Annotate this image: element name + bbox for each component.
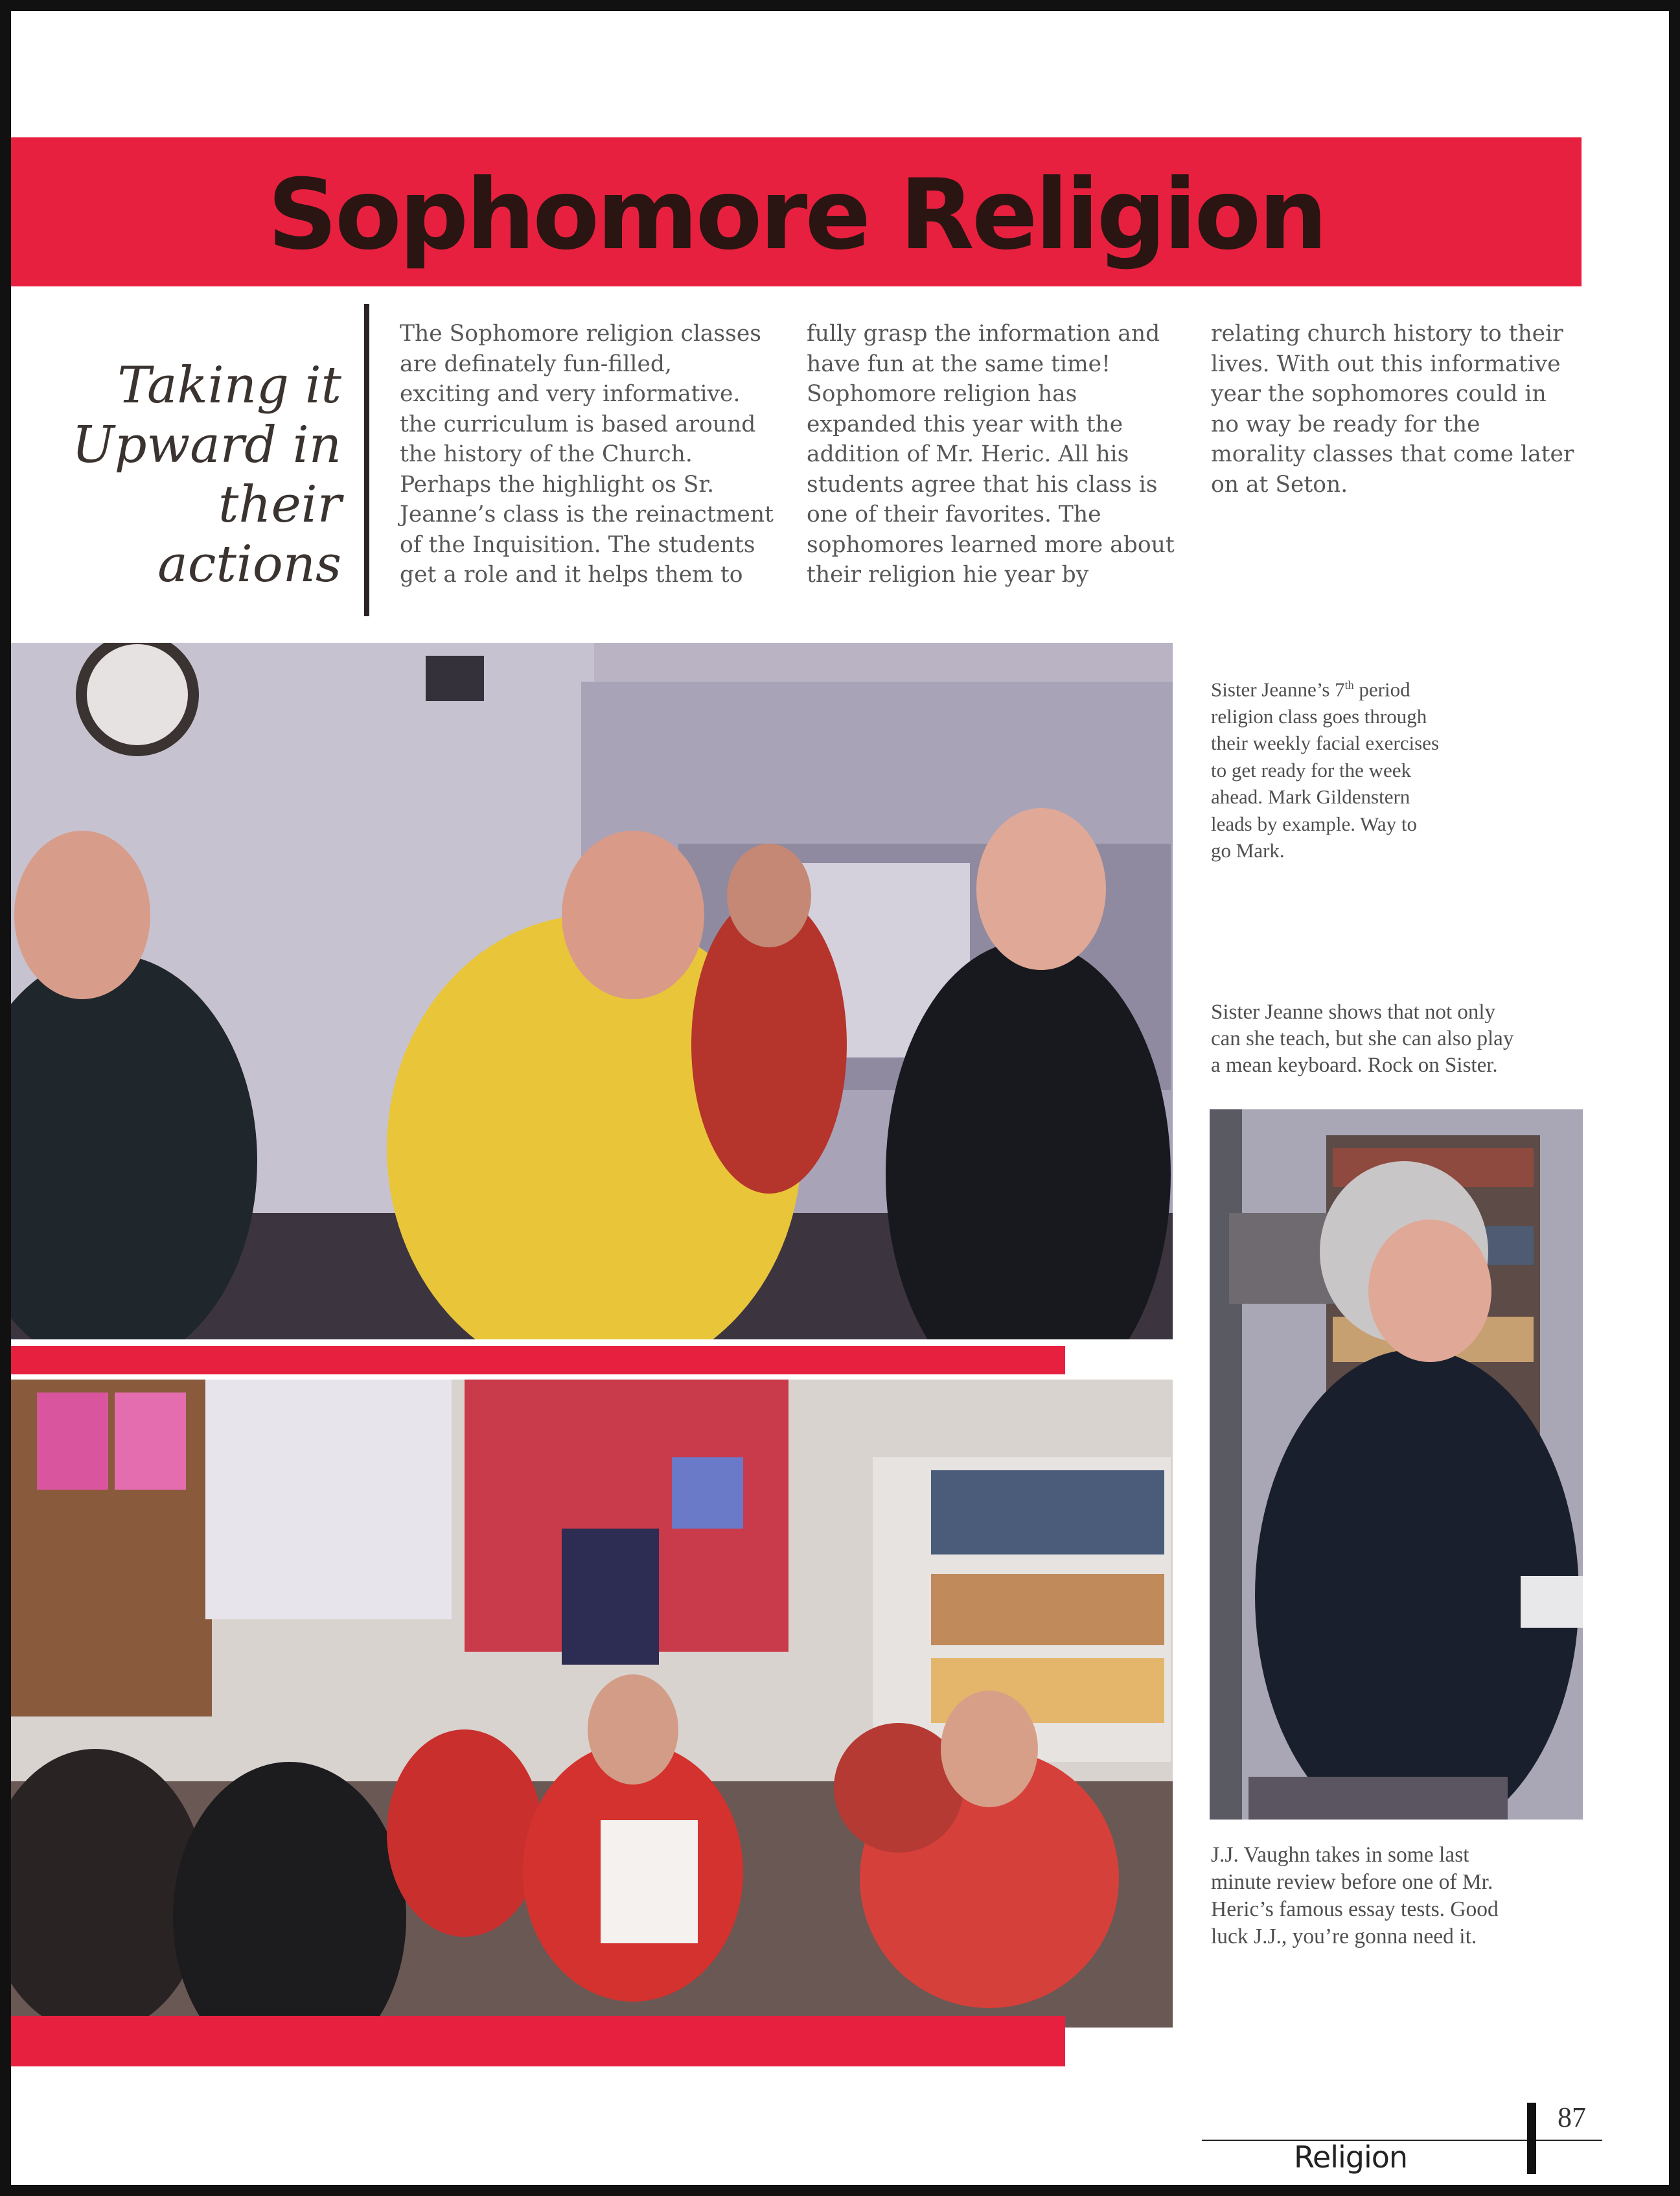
caption-line: Heric’s famous essay tests. Good xyxy=(1211,1897,1499,1921)
tagline-line: their actions xyxy=(157,476,341,594)
caption-text: Sister Jeanne’s 7 xyxy=(1211,678,1345,701)
article-line: sophomores learned more about xyxy=(807,531,1175,558)
article-line: have fun at the same time! xyxy=(807,351,1110,377)
article-line: morality classes that come later xyxy=(1211,441,1574,467)
caption-classroom-review xyxy=(1211,1842,1574,1950)
article-line: the history of the Church. xyxy=(400,441,693,467)
article-line: of the Inquisition. The students xyxy=(400,531,755,558)
caption-line: religion class goes through xyxy=(1211,704,1427,728)
tagline-line: Upward in xyxy=(71,416,341,474)
page-number: 87 xyxy=(1558,2101,1586,2133)
article-line: relating church history to their xyxy=(1211,321,1563,347)
caption-line: Sister Jeanne shows that not only xyxy=(1211,1000,1496,1024)
caption-line: can she teach, but she can also play xyxy=(1211,1027,1514,1050)
article-line: one of their favorites. The xyxy=(807,502,1101,527)
caption-line: a mean keyboard. Rock on Sister. xyxy=(1211,1054,1498,1077)
article-line: no way be ready for the xyxy=(1211,411,1480,437)
article-column-1 xyxy=(400,319,788,590)
caption-facial-exercises xyxy=(1211,672,1535,864)
footer-section-label: Religion xyxy=(1294,2140,1408,2175)
photo-classroom-review xyxy=(11,1380,1173,2028)
red-divider-bar xyxy=(11,1346,1065,1374)
article-column-3 xyxy=(1211,319,1600,500)
article-line: year the sophomores could in xyxy=(1211,381,1547,407)
caption-line: ahead. Mark Gildenstern xyxy=(1211,785,1410,809)
photo-facial-exercises-image xyxy=(11,643,1173,1339)
photo-facial-exercises xyxy=(11,643,1173,1339)
caption-line: go Mark. xyxy=(1211,839,1285,862)
footer-divider xyxy=(1527,2103,1536,2174)
article-line: exciting and very informative. xyxy=(400,381,741,407)
photo-classroom-review-image xyxy=(11,1380,1173,2028)
tagline xyxy=(37,356,341,594)
article-line: Jeanne’s class is the reinactment xyxy=(400,502,774,527)
page-title: Sophomore Religion xyxy=(267,159,1326,272)
article-line: fully grasp the information and xyxy=(807,321,1160,347)
article-line: lives. With out this informative xyxy=(1211,351,1561,377)
article-line: students agree that his class is xyxy=(807,471,1158,498)
caption-text: period xyxy=(1353,678,1410,701)
article-line: expanded this year with the xyxy=(807,411,1123,437)
article-line: are definately fun-filled, xyxy=(400,351,672,377)
article-column-2 xyxy=(807,319,1195,590)
article-line: on at Seton. xyxy=(1211,471,1348,498)
caption-superscript: th xyxy=(1344,678,1354,691)
caption-teacher-keyboard xyxy=(1211,999,1574,1079)
caption-line: their weekly facial exercises xyxy=(1211,732,1440,755)
photo-teacher-keyboard xyxy=(1210,1109,1583,1820)
article-line: The Sophomore religion classes xyxy=(400,321,761,347)
article-line: addition of Mr. Heric. All his xyxy=(807,441,1129,467)
caption-line: J.J. Vaughn takes in some last xyxy=(1211,1843,1469,1867)
caption-line: to get ready for the week xyxy=(1211,758,1412,781)
article-line: their religion hie year by xyxy=(807,562,1089,588)
article-line: the curriculum is based around xyxy=(400,411,756,437)
photo-teacher-keyboard-image xyxy=(1210,1109,1583,1820)
article-line: Perhaps the highlight os Sr. xyxy=(400,471,715,498)
yearbook-page xyxy=(11,11,1669,2185)
red-bottom-bar xyxy=(11,2016,1065,2066)
caption-line xyxy=(1211,672,1535,703)
tagline-line: Taking it xyxy=(117,356,341,415)
article-line: get a role and it helps them to xyxy=(400,562,743,588)
tagline-divider xyxy=(364,304,369,616)
caption-line: minute review before one of Mr. xyxy=(1211,1870,1493,1894)
caption-line: luck J.J., you’re gonna need it. xyxy=(1211,1924,1477,1948)
article-line: Sophomore religion has xyxy=(807,381,1077,407)
caption-line: leads by example. Way to xyxy=(1211,812,1418,835)
